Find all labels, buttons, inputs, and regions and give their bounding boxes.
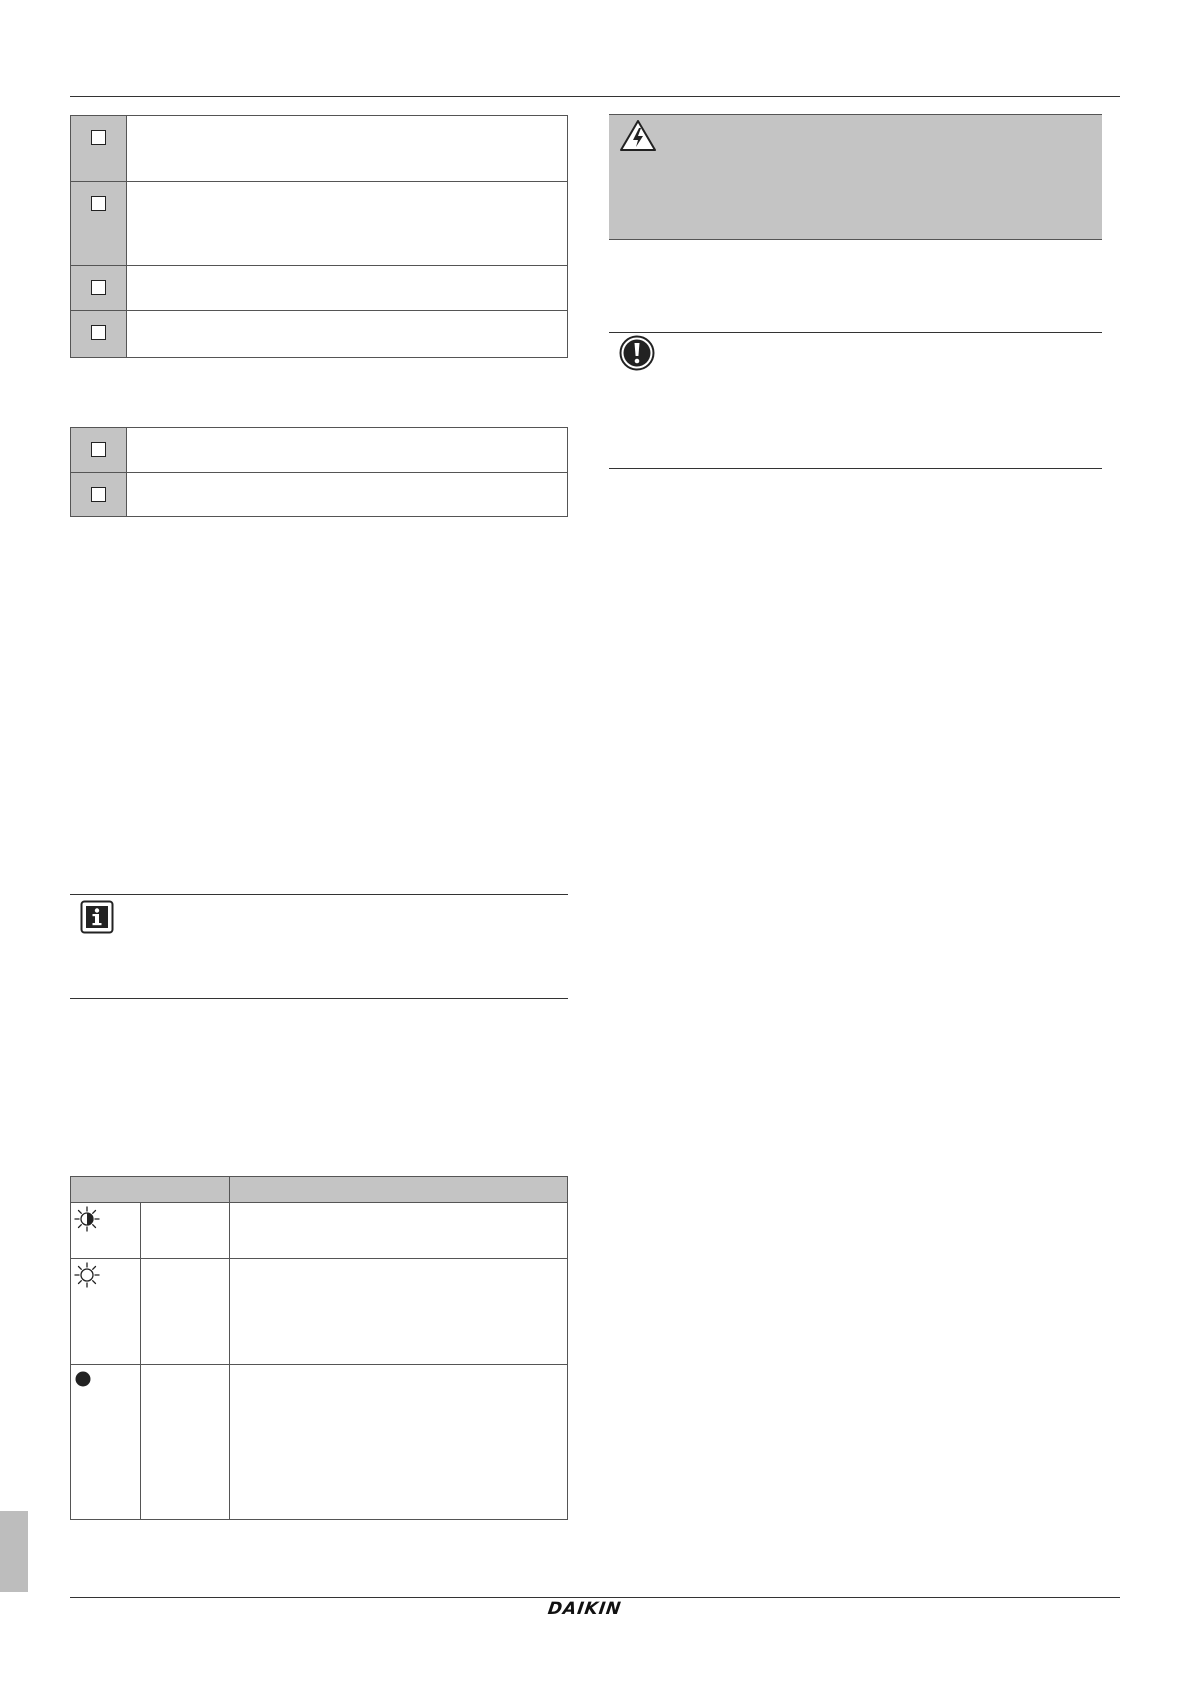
led-table-row bbox=[71, 1259, 568, 1365]
checklist-text bbox=[127, 182, 568, 266]
checkbox[interactable] bbox=[91, 442, 106, 457]
led-description bbox=[230, 1203, 568, 1259]
led-off-icon bbox=[74, 1370, 92, 1393]
checklist-row bbox=[71, 116, 568, 182]
led-state bbox=[141, 1203, 230, 1259]
checklist-table-1 bbox=[70, 115, 568, 358]
warning-box bbox=[609, 114, 1102, 240]
checklist-text bbox=[127, 428, 568, 473]
info-note-bottom-rule bbox=[70, 998, 568, 999]
checkbox[interactable] bbox=[91, 487, 106, 502]
checkbox[interactable] bbox=[91, 280, 106, 295]
led-table-row bbox=[71, 1203, 568, 1259]
led-blinking-icon bbox=[74, 1206, 100, 1237]
daikin-logo: DAIKIN bbox=[546, 1599, 623, 1619]
led-state bbox=[141, 1259, 230, 1365]
checklist-row bbox=[71, 428, 568, 473]
led-table-row bbox=[71, 1365, 568, 1520]
footer-rule bbox=[70, 1597, 1120, 1598]
notice-top-rule bbox=[609, 332, 1102, 333]
checklist-row bbox=[71, 266, 568, 311]
led-description bbox=[230, 1259, 568, 1365]
electrical-hazard-icon bbox=[619, 119, 657, 158]
checklist-text bbox=[127, 116, 568, 182]
checklist-row bbox=[71, 311, 568, 358]
info-note-top-rule bbox=[70, 894, 568, 895]
notice-bottom-rule bbox=[609, 468, 1102, 469]
checklist-text bbox=[127, 311, 568, 358]
led-table-header-description bbox=[230, 1177, 568, 1203]
info-icon bbox=[80, 900, 114, 934]
led-state bbox=[141, 1365, 230, 1520]
led-on-icon bbox=[74, 1262, 100, 1293]
led-table-header-led bbox=[71, 1177, 230, 1203]
header-rule bbox=[70, 96, 1120, 97]
led-table-header-row bbox=[71, 1177, 568, 1203]
checklist-table-2 bbox=[70, 427, 568, 517]
checklist-row bbox=[71, 473, 568, 517]
checklist-text bbox=[127, 266, 568, 311]
exclamation-icon bbox=[619, 335, 655, 376]
side-tab bbox=[0, 1511, 28, 1592]
checkbox[interactable] bbox=[91, 130, 106, 145]
led-description bbox=[230, 1365, 568, 1520]
checkbox[interactable] bbox=[91, 325, 106, 340]
checkbox[interactable] bbox=[91, 196, 106, 211]
led-status-table bbox=[70, 1176, 568, 1520]
checklist-row bbox=[71, 182, 568, 266]
checklist-text bbox=[127, 473, 568, 517]
